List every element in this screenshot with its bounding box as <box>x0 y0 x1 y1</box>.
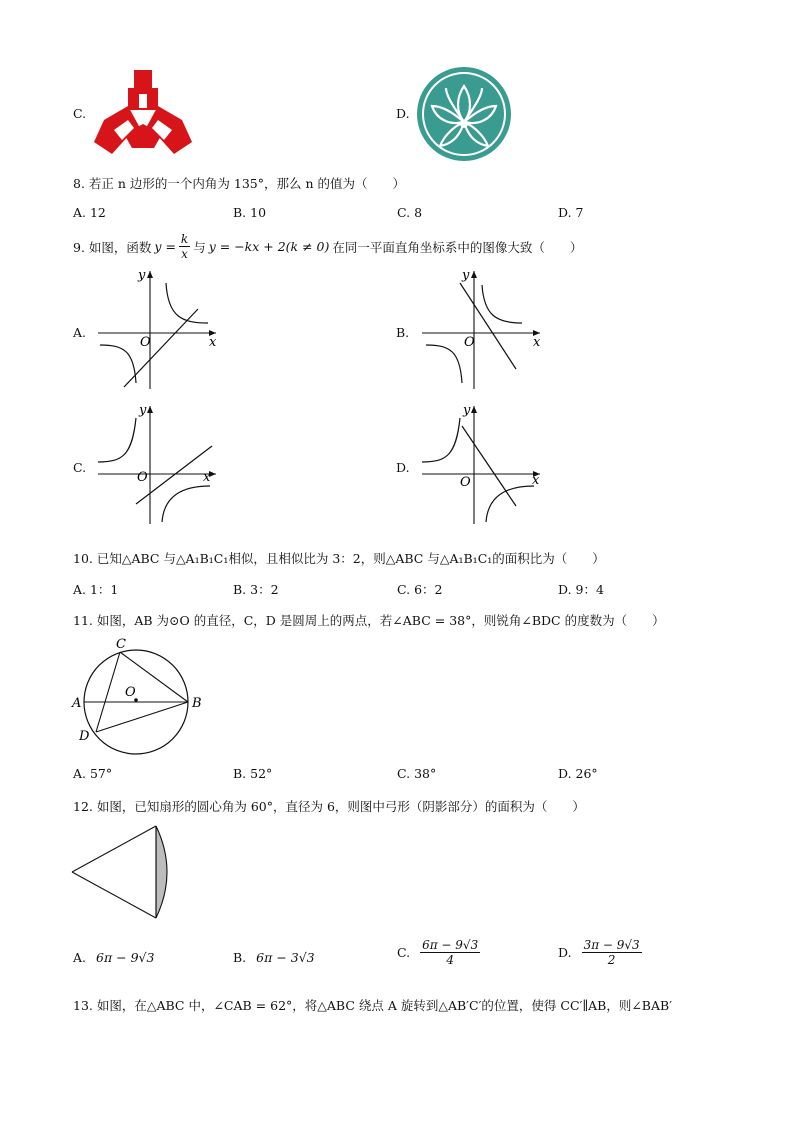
q9-f1-num: k <box>180 232 189 246</box>
q9-b-y-label: y <box>462 268 470 283</box>
q9-a-x-label: x <box>209 335 217 350</box>
q9-c-origin: O <box>137 470 148 485</box>
q9-b-x-label: x <box>533 335 541 350</box>
q10-option-d[interactable]: D. 9：4 <box>558 582 604 597</box>
q12-option-a[interactable] <box>73 950 154 965</box>
q12-option-a-label: A. <box>73 950 87 965</box>
q9-mid: 与 <box>193 239 206 255</box>
q11-label-o: O <box>125 685 136 700</box>
q9-b-origin: O <box>464 335 475 350</box>
q12-option-b[interactable] <box>233 950 315 965</box>
q12-option-b-label: B. <box>233 950 247 965</box>
q9-stem-post: 在同一平面直角坐标系中的图像大致（ ） <box>332 239 583 255</box>
q9-d-y-label: y <box>463 403 471 418</box>
q10-option-c[interactable]: C. 6：2 <box>397 582 443 597</box>
q12-stem: 12. 如图，已知扇形的圆心角为 60°，直径为 6，则图中弓形（阴影部分）的面积为（ ） <box>73 799 585 814</box>
q8-option-b[interactable]: B. 10 <box>233 205 267 220</box>
q12-option-d-label: D. <box>558 945 572 960</box>
q12-option-d-num: 3π − 9√3 <box>583 938 640 952</box>
q11-option-b[interactable]: B. 52° <box>233 766 273 781</box>
q9-option-c-label[interactable]: C. <box>73 460 87 475</box>
q9-stem-pre: 9. 如图，函数 <box>73 239 152 255</box>
q9-option-d-label[interactable]: D. <box>396 460 410 475</box>
q12-option-c-label: C. <box>397 945 411 960</box>
q8-option-c[interactable]: C. 8 <box>397 205 423 220</box>
q12-option-d-den: 2 <box>607 953 616 967</box>
q9-option-a-label[interactable]: A. <box>73 325 87 340</box>
q11-option-c[interactable]: C. 38° <box>397 766 437 781</box>
q9-f2: y = −kx + 2(k ≠ 0) <box>208 239 330 254</box>
q9-d-origin: O <box>460 475 471 490</box>
q7-option-d-label: D. <box>396 106 410 121</box>
q12-option-a-expr: 6π − 9√3 <box>96 950 155 965</box>
q12-option-c[interactable] <box>397 938 480 967</box>
q11-option-a[interactable]: A. 57° <box>73 766 113 781</box>
q9-a-y-label: y <box>138 268 146 283</box>
q12-option-c-den: 4 <box>446 953 454 967</box>
q10-option-a[interactable]: A. 1：1 <box>73 582 119 597</box>
q8-stem: 8. 若正 n 边形的一个内角为 135°，那么 n 的值为（ ） <box>73 176 405 191</box>
q9-option-b-graph <box>416 265 546 395</box>
q12-option-d[interactable] <box>558 938 642 967</box>
q7-option-c-label: C. <box>73 106 87 121</box>
q13-stem: 13. 如图，在△ABC 中，∠CAB = 62°，将△ABC 绕点 A 旋转到△AB′C′的位置，使得 CC′∥AB，则∠BAB′ <box>73 998 673 1013</box>
q12-option-c-fraction <box>420 938 480 967</box>
q11-option-d[interactable]: D. 26° <box>558 766 598 781</box>
q11-label-c: C <box>116 637 126 652</box>
q10-stem: 10. 已知△ABC 与△A₁B₁C₁相似，且相似比为 3：2，则△ABC 与△A₁B₁C₁的面积比为（ ） <box>73 551 605 566</box>
q12-option-d-fraction <box>582 938 642 967</box>
q11-label-d: D <box>79 729 90 744</box>
q9-a-origin: O <box>140 335 151 350</box>
q8-option-a[interactable]: A. 12 <box>73 205 106 220</box>
q9-f1-fraction <box>179 232 190 261</box>
q9-c-y-label: y <box>139 403 147 418</box>
q11-label-a: A <box>72 696 82 711</box>
q9-stem <box>73 232 582 261</box>
q10-option-b[interactable]: B. 3：2 <box>233 582 279 597</box>
q9-option-d-graph <box>416 400 546 530</box>
q11-circle-figure <box>68 632 218 750</box>
q9-f1-den: x <box>181 247 188 261</box>
q11-stem: 11. 如图，AB 为⊙O 的直径，C，D 是圆周上的两点，若∠ABC = 38°，则锐角∠BDC 的度数为（ ） <box>73 613 665 628</box>
q7-option-d-lotus-emblem <box>416 66 512 162</box>
q9-option-c-graph <box>92 400 222 530</box>
q12-option-b-expr: 6π − 3√3 <box>256 950 315 965</box>
q12-sector-figure <box>70 822 180 922</box>
q9-f1-lhs: y = <box>154 239 176 254</box>
q9-option-a-graph <box>92 265 222 395</box>
q8-option-d[interactable]: D. 7 <box>558 205 584 220</box>
q7-option-c-logo <box>94 68 192 156</box>
q11-label-b: B <box>192 696 202 711</box>
q12-option-c-num: 6π − 9√3 <box>422 938 479 952</box>
q9-d-x-label: x <box>532 473 540 488</box>
q9-option-b-label[interactable]: B. <box>396 325 410 340</box>
q9-c-x-label: x <box>203 470 211 485</box>
